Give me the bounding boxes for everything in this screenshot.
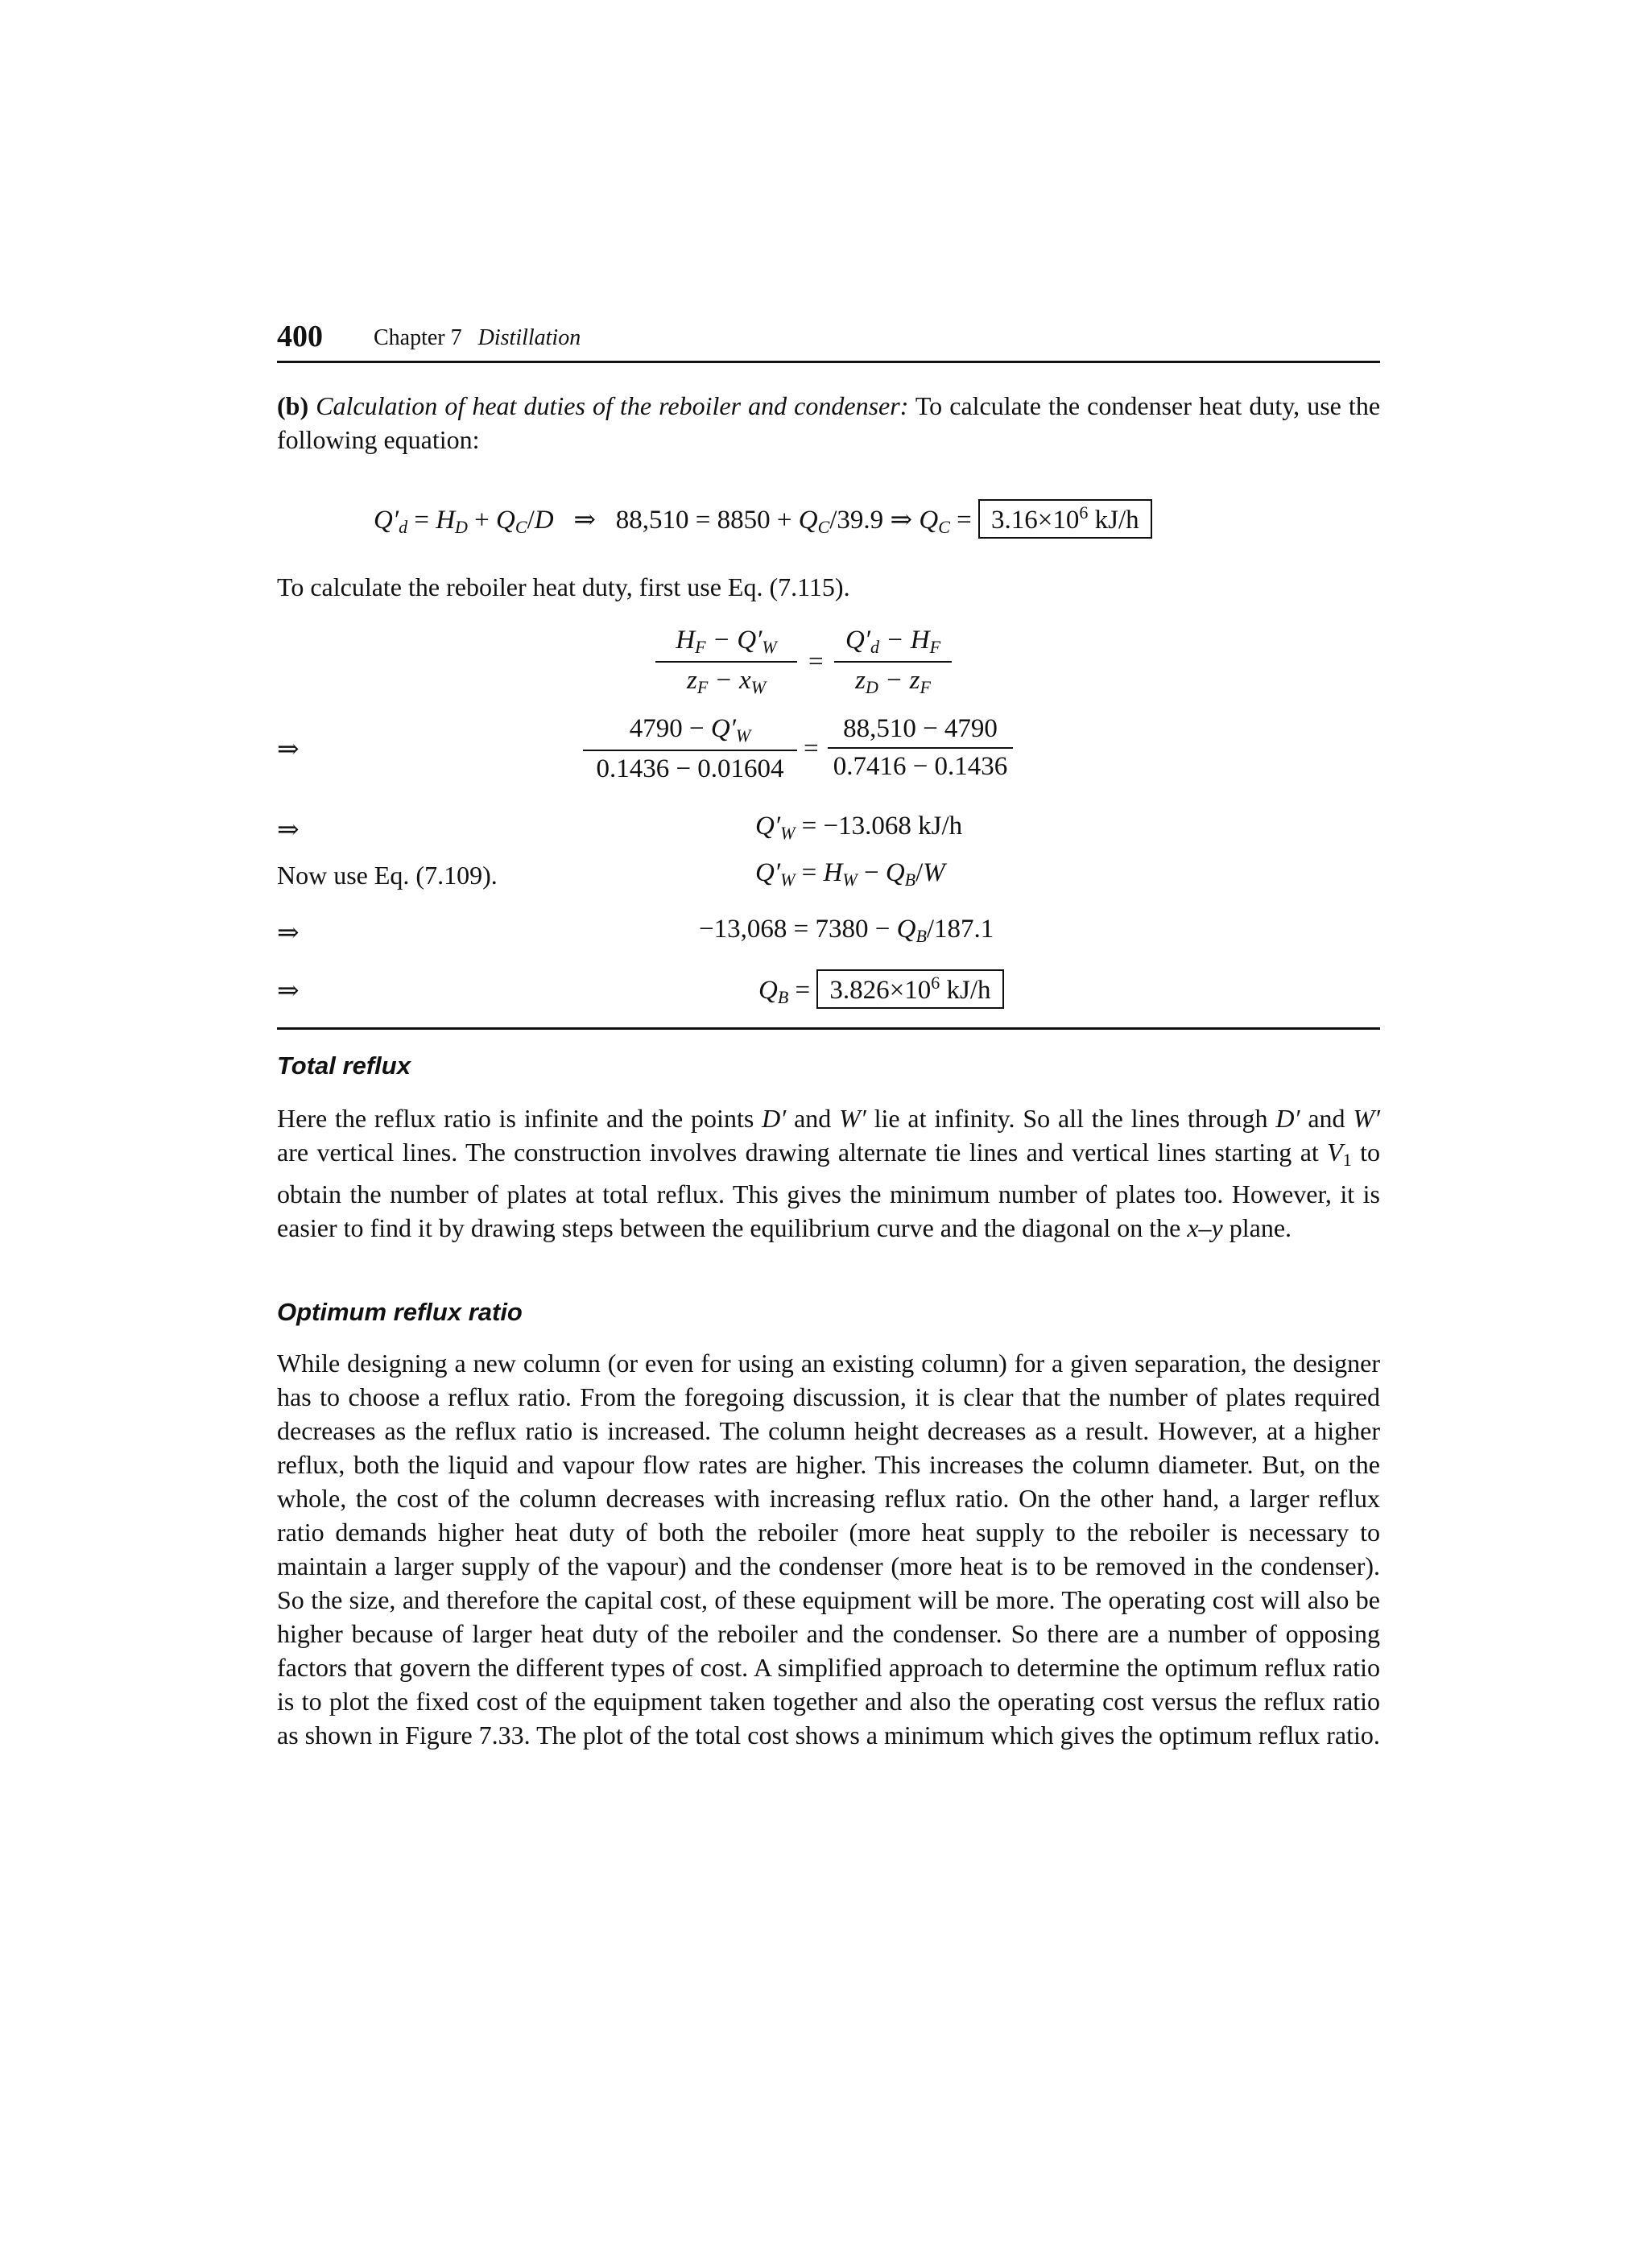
eq1-rhs: 88,510 = 8850 + [615, 506, 799, 535]
eq2-equals: = [808, 647, 824, 676]
arrow-3: ⇒ [277, 919, 300, 948]
optimum-reflux-heading: Optimum reflux ratio [277, 1298, 523, 1326]
eq2-left-fraction: $H_F - Q'_W$ $z_F - x_W$ [655, 626, 797, 698]
section-rule [277, 1027, 1380, 1030]
eq2-right-fraction: $Q'_d - H_F$ $z_D - z_F$ [834, 626, 952, 698]
running-header [374, 325, 581, 351]
header-rule [277, 361, 1380, 363]
part-b-label: (b) [277, 391, 309, 420]
page-number: 400 [277, 320, 323, 353]
eq3-equals: = [804, 734, 819, 763]
eq4: $Q'_W = -13.068$ kJ/h [755, 812, 963, 843]
arrow-4: ⇒ [277, 977, 300, 1006]
chapter-label: Chapter 7 [374, 325, 462, 350]
eq6: $-13,068 = 7380 - Q_B/187.1$ [699, 915, 994, 946]
eq5: $Q'_W = H_W - Q_B/W$ [755, 858, 945, 890]
now-use-text: Now use Eq. (7.109). [277, 861, 498, 890]
optimum-reflux-paragraph: While designing a new column (or even for using an existing column) for a given separation, the designer has to choose a reflux ratio. From the foregoing discussion, it is clear that the number of plates required decreases as the reflux ratio is increased. The column height decreases as a result. However, at a higher reflux, both the liquid and vapour flow rates are higher. This increases the column diameter. But, on the whole, the cost of the column decreases with increasing reflux ratio. On the other hand, a larger reflux ratio demands higher heat duty of both the reboiler (more heat supply to the reboiler is necessary to maintain a larger supply of the vapour) and the condenser (more heat is to be removed in the condenser). So the size, and therefore the capital cost, of these equipment will be more. The operating cost will also be higher because of larger heat duty of the reboiler and the condenser. So there are a number of opposing factors that govern the different types of cost. A simplified approach to determine the optimum reflux ratio is to plot the fixed cost of the equipment taken together and also the operating cost versus the reflux ratio as shown in Figure 7.33. The plot of the total cost shows a minimum which gives the optimum reflux ratio. [277, 1349, 1380, 1750]
arrow-2: ⇒ [277, 816, 300, 845]
eq7: $Q_B = 3.826\times 10^6$ kJ/h [758, 969, 1004, 1009]
total-reflux-paragraph: Here the reflux ratio is infinite and the points D′ and W′ lie at infinity. So all the lines through D′ and W′ are vertical lines. The construction involves drawing alternate tie lines and vertical lines starting at $V_1$ to obtain the number of plates at total reflux. This gives the minimum number of plates too. However, it is easier to find it by drawing steps between the equilibrium curve and the diagonal on the x–y plane. [277, 1104, 1381, 1242]
eq3-left-fraction: $4790 - Q'_W$ 0.1436 − 0.01604 [583, 714, 797, 784]
reboiler-duty-result: $3.826\times 10^6$ kJ/h [816, 969, 1003, 1009]
chapter-title: Distillation [477, 325, 581, 350]
condenser-duty-result: $3.16\times 10^6$ kJ/h [978, 499, 1152, 539]
eq1-rhs2: /39.9 [829, 506, 891, 535]
arrow-1: ⇒ [277, 735, 300, 764]
condenser-equation: $Q'_d = H_D + Q_C/D$ ⇒ $88,510 = 8850 + Q_C/39.9$ ⇒ $Q_C = 3.16\times 10^6$ kJ/h [374, 499, 1152, 539]
eq3-right-fraction: 88,510 − 4790 0.7416 − 0.1436 [828, 714, 1013, 782]
part-b-title: Calculation of heat duties of the reboiler and condenser: [316, 391, 909, 420]
part-b-intro [277, 389, 1380, 456]
book-page [277, 0, 1380, 2268]
part-b-text: To calculate the condenser heat duty, use the following equation: [277, 391, 1381, 454]
reboiler-intro: To calculate the reboiler heat duty, first use Eq. (7.115). [277, 572, 850, 601]
total-reflux-heading: Total reflux [277, 1051, 411, 1080]
